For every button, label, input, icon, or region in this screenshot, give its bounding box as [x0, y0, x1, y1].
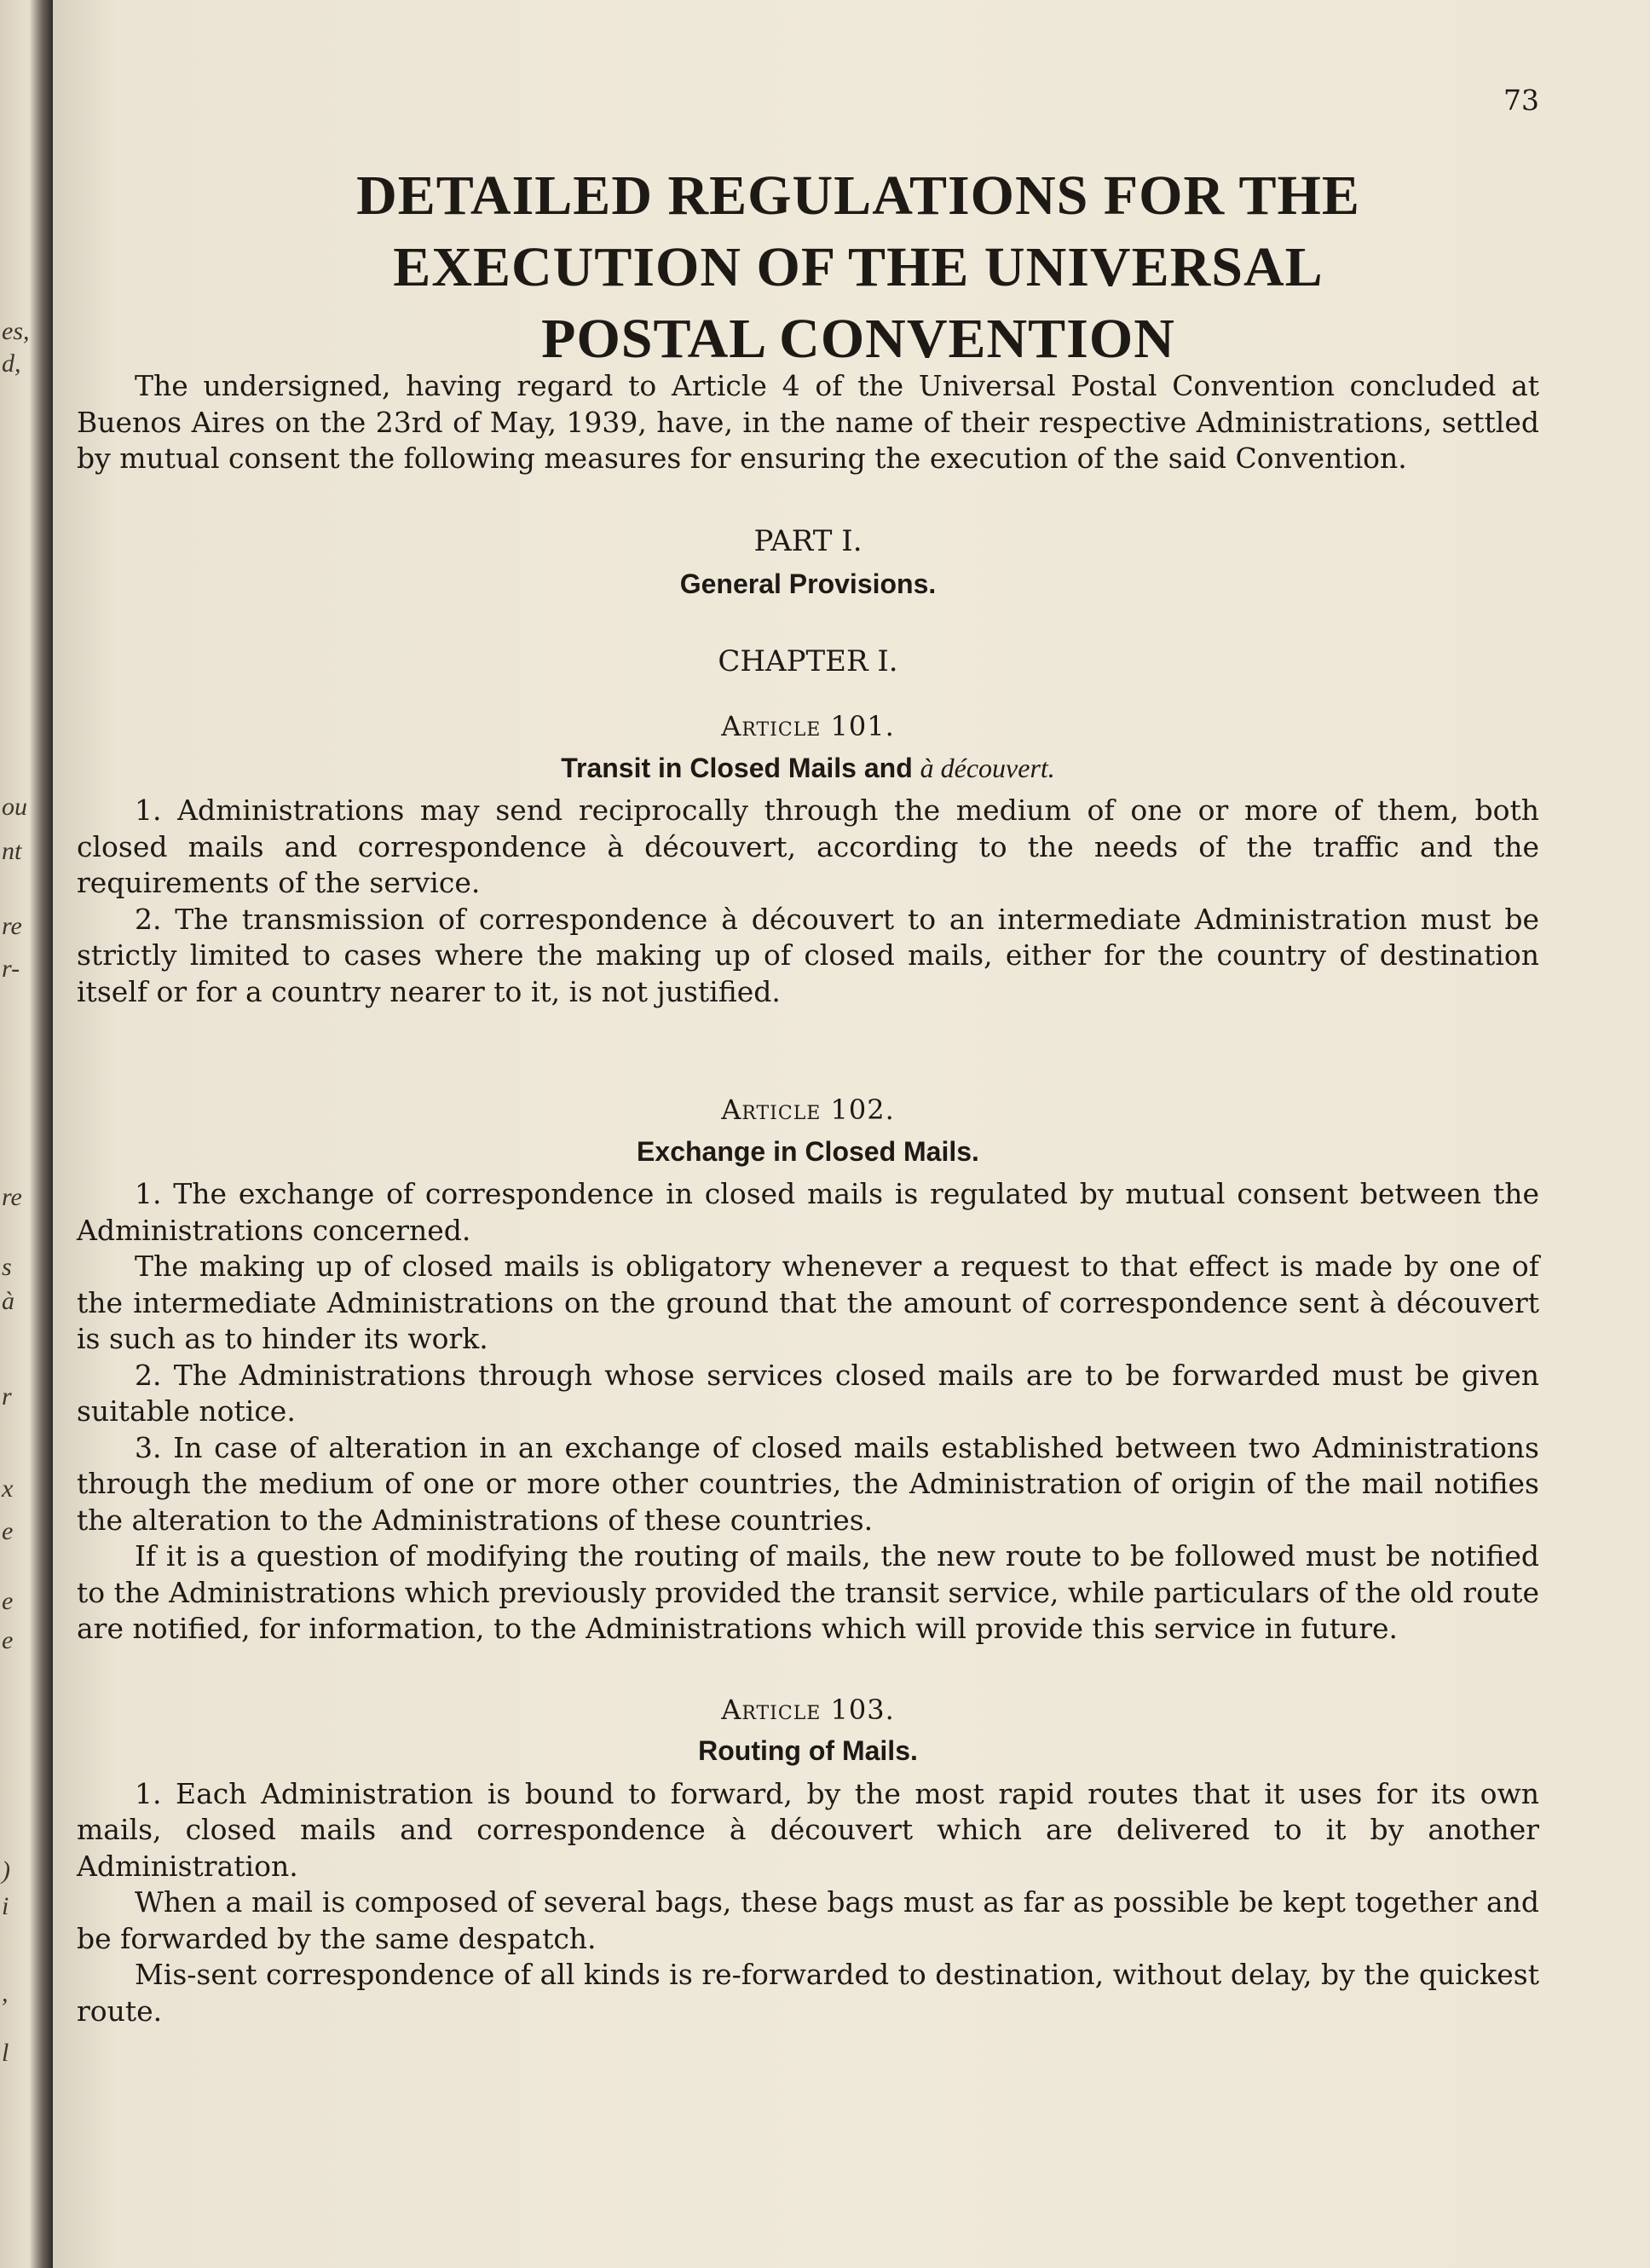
- article-102: [77, 1092, 1539, 1648]
- article-paragraph: 1. Administrations may send reciprocally through the medium of one or more of them, both closed mails and correspondence à découvert, according to the needs of the traffic and the requirements of the service.: [77, 794, 1539, 899]
- article-paragraph: 2. The Administrations through whose services closed mails are to be forwarded must be given suitable notice.: [77, 1358, 1539, 1428]
- title-line: POSTAL CONVENTION: [541, 308, 1175, 370]
- article-paragraph: When a mail is composed of several bags, these bags must as far as possible be kept together and be forwarded by the same despatch.: [77, 1885, 1539, 1955]
- part-title: General Provisions.: [679, 568, 937, 599]
- article-101: [77, 708, 1539, 1010]
- margin-fragment: es,: [2, 317, 30, 345]
- article-paragraph: 3. In case of alteration in an exchange of closed mails established between two Administrations through the medium of one or more other countries, the Administration of origin of the mail notifies the alteration to the Administrations of these countries.: [77, 1430, 1539, 1537]
- margin-fragment: r: [2, 1382, 12, 1411]
- margin-fragment: ou: [2, 793, 27, 821]
- title-line: DETAILED REGULATIONS FOR THE: [356, 164, 1360, 227]
- article-title-italic: à découvert.: [920, 752, 1055, 783]
- article-paragraph: If it is a question of modifying the routing of mails, the new route to be followed must be notified to the Administrations which previously provided the transit service, while particulars of the old route are notified, for information, to the Administrations which will provide this service in future.: [77, 1539, 1539, 1645]
- margin-fragment: s: [2, 1253, 12, 1281]
- facing-page-edge: [0, 0, 53, 2268]
- article-paragraph: 2. The transmission of correspondence à découvert to an intermediate Administration must be strictly limited to cases where the making up of closed mails, either for the country of destination itself or for a country nearer to it, is not justified.: [77, 902, 1539, 1008]
- document-page: [53, 0, 1650, 2268]
- title-line: EXECUTION OF THE UNIVERSAL: [393, 236, 1324, 298]
- article-paragraph: 1. The exchange of correspondence in closed mails is regulated by mutual consent between the Administrations concerned.: [77, 1177, 1539, 1247]
- margin-fragment: i: [2, 1892, 9, 1920]
- margin-fragment: l: [2, 2039, 9, 2067]
- page-number: 73: [1503, 84, 1539, 117]
- article-label: Article 102.: [721, 1094, 895, 1126]
- article-title: [77, 750, 1539, 787]
- body-text: [77, 368, 1539, 2029]
- margin-fragment: nt: [2, 837, 22, 865]
- margin-fragment: e: [2, 1517, 14, 1545]
- margin-fragment: r-: [2, 955, 20, 983]
- article-label: Article 101.: [721, 710, 895, 742]
- article-title: Exchange in Closed Mails.: [637, 1135, 979, 1167]
- document-title: [181, 160, 1536, 375]
- margin-fragment: ): [2, 1856, 10, 1884]
- article-103: [77, 1692, 1539, 2030]
- part-label: PART I.: [753, 523, 862, 558]
- margin-fragment: à: [2, 1287, 14, 1315]
- article-paragraph: 1. Each Administration is bound to forward, by the most rapid routes that it uses for its own mails, closed mails and correspondence à découvert which are delivered to it by another Administration.: [77, 1776, 1539, 1883]
- margin-fragment: x: [2, 1474, 14, 1503]
- margin-fragment: ,: [2, 1979, 9, 2007]
- preamble: The undersigned, having regard to Article 4 of the Universal Postal Convention concluded at Buenos Aires on the 23rd of May, 1939, have, in the name of their respective Administrations, settled by mutual consent the following measures for ensuring the execution of the said Convention.: [77, 369, 1539, 475]
- chapter-label: CHAPTER I.: [718, 643, 898, 678]
- margin-fragment: re: [2, 912, 22, 940]
- article-paragraph: Mis-sent correspondence of all kinds is re-forwarded to destination, without delay, by the quickest route.: [77, 1958, 1539, 2028]
- article-paragraph: The making up of closed mails is obligatory whenever a request to that effect is made by one of the intermediate Administrations on the ground that the amount of correspondence sent à découvert is such as to hinder its work.: [77, 1249, 1539, 1355]
- margin-fragment: e: [2, 1587, 14, 1615]
- margin-fragment: d,: [2, 349, 21, 378]
- article-title: Routing of Mails.: [698, 1735, 918, 1766]
- article-title-main: Transit in Closed Mails and: [561, 752, 913, 783]
- margin-fragment: e: [2, 1626, 14, 1654]
- margin-fragment: re: [2, 1183, 22, 1211]
- article-label: Article 103.: [721, 1693, 895, 1726]
